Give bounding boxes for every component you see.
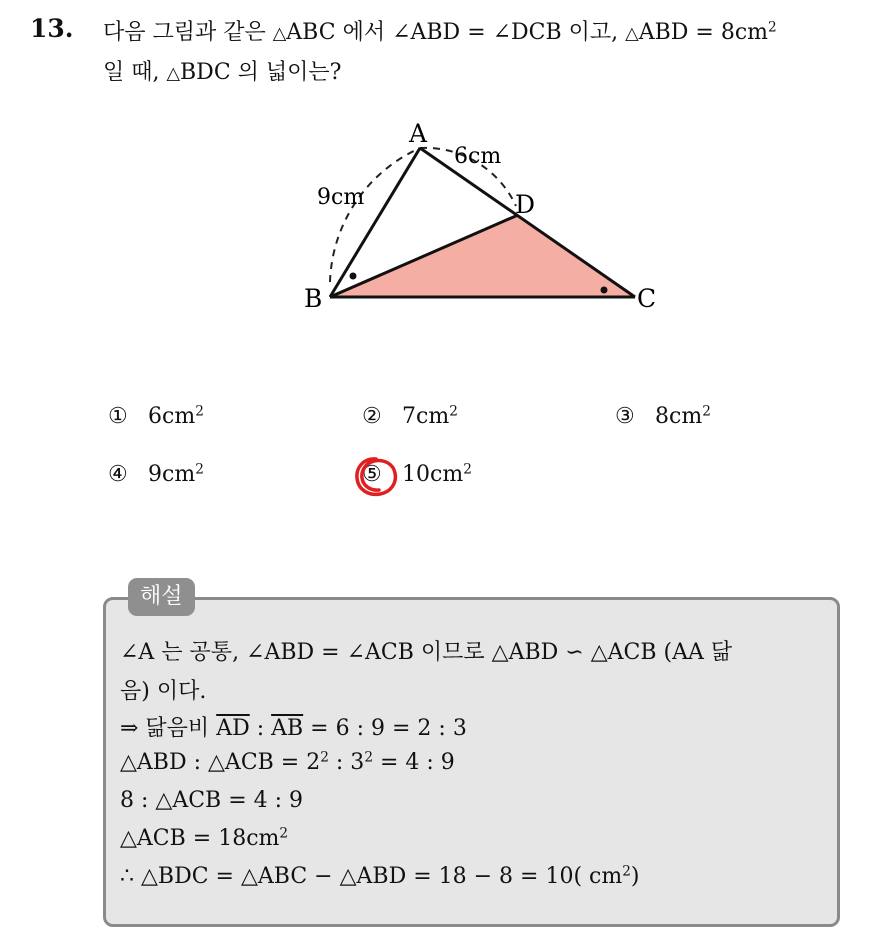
explanation-line-6: △ACB = $18cm^2$ (120, 825, 289, 851)
triangle-icon: △ (625, 24, 639, 44)
explanation-tag: 해설 (128, 578, 195, 616)
triangle-icon: △ (272, 24, 287, 44)
length-ab: 9cm (317, 185, 365, 210)
choice-1[interactable]: ① $6cm^2$ (108, 403, 204, 429)
explanation-line-7: ∴ △BDC = △ABC − △ABD = 18 − 8 = 10( $cm^2$) (120, 863, 640, 889)
choice-5[interactable]: ⑤ $10cm^2$ (362, 461, 472, 487)
explanation-line-4: △ABD : △ACB = $2^2$ : $3^2 = 4$ : 9 (120, 749, 455, 775)
question-line-1: 다음 그림과 같은 △ABC 에서 ∠ABD = ∠DCB 이고, △ABD = $8cm^2$ (103, 19, 777, 45)
angle-mark-c (601, 287, 608, 294)
label-a: A (409, 119, 428, 148)
answer-mark-icon (352, 453, 402, 501)
choice-2[interactable]: ② $7cm^2$ (362, 403, 458, 429)
segment-ad: $\overline{AD}$ (216, 716, 250, 741)
explanation-line-3: ⇒ 닮음비 $\overline{AD}$ : $\overline{AB} = 6$ : 9 = 2 : 3 (120, 716, 467, 741)
choice-3[interactable]: ③ $8cm^2$ (615, 403, 711, 429)
explanation-line-2: 음) 이다. (120, 679, 207, 704)
angle-mark-b (350, 273, 357, 280)
label-d: D (515, 190, 536, 219)
shaded-region-bdc (330, 215, 635, 297)
length-ad: 6cm (454, 144, 502, 169)
triangle-icon: △ (166, 64, 181, 84)
question-line-2: 일 때, △BDC 의 넓이는? (103, 60, 342, 85)
choice-4[interactable]: ④ $9cm^2$ (108, 461, 204, 487)
question-number: 13. (30, 14, 74, 43)
label-c: C (637, 284, 657, 313)
triangle-figure (290, 110, 690, 330)
explanation-line-5: 8 : △ACB = 4 : 9 (120, 788, 304, 813)
label-b: B (304, 284, 323, 313)
segment-ab: $\overline{AB}$ (271, 716, 304, 741)
explanation-line-1: ∠A 는 공통, ∠ABD = ∠ACB 이므로 △ABD ∽ △ACB (AA 닮 (120, 640, 733, 665)
